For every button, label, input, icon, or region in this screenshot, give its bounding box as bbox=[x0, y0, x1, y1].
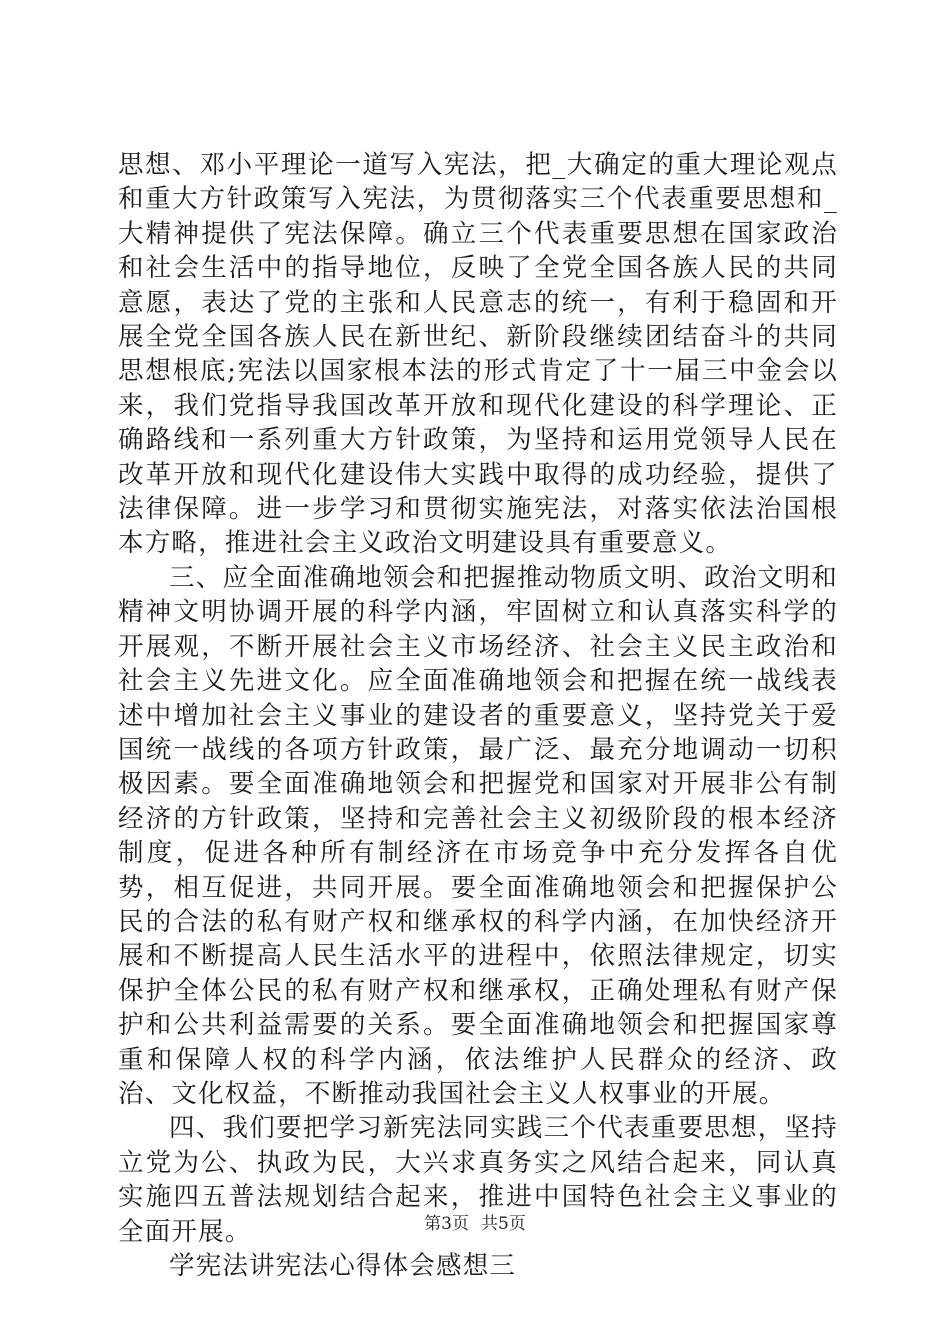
paragraph-section-three: 三、应全面准确地领会和把握推动物质文明、政治文明和精神文明协调开展的科学内涵，牢固树立和认真落实科学的开展观，不断开展社会主义市场经济、社会主义民主政治和社会主义先进文化。应全面准确地领会和把握在统一战线表述中增加社会主义事业的建设者的重要意义，坚持党关于爱国统一战线的各项方针政策，最广泛、最充分地调动一切积极因素。要全面准确地领会和把握党和国家对开展非公有制经济的方针政策，坚持和完善社会主义初级阶段的根本经济制度，促进各种所有制经济在市场竞争中充分发挥各自优势，相互促进，共同开展。要全面准确地领会和把握保护公民的合法的私有财产权和继承权的科学内涵，在加快经济开展和不断提高人民生活水平的进程中，依照法律规定，切实保护全体公民的私有财产权和继承权，正确处理私有财产保护和公共利益需要的关系。要全面准确地领会和把握国家尊重和保障人权的科学内涵，依法维护人民群众的经济、政治、文化权益，不断推动我国社会主义人权事业的开展。 bbox=[118, 562, 838, 1109]
paragraph-continuation: 思想、邓小平理论一道写入宪法，把_大确定的重大理论观点和重大方针政策写入宪法，为贯彻落实三个代表重要思想和_大精神提供了宪法保障。确立三个代表重要思想在国家政治和社会生活中的指导地位，反映了全党全国各族人民的共同意愿，表达了党的主张和人民意志的统一，有利于稳固和开展全党全国各族人民在新世纪、新阶段继续团结奋斗的共同思想根底;宪法以国家根本法的形式肯定了十一届三中金会以来，我们党指导我国改革开放和现代化建设的科学理论、正确路线和一系列重大方针政策，为坚持和运用党领导人民在改革开放和现代化建设伟大实践中取得的成功经验，提供了法律保障。进一步学习和贯彻实施宪法，对落实依法治国根本方略，推进社会主义政治文明建设具有重要意义。 bbox=[118, 150, 838, 559]
paragraph-section-four: 四、我们要把学习新宪法同实践三个代表重要思想，坚持立党为公、执政为民，大兴求真务实之风结合起来，同认真实施四五普法规划结合起来，推进中国特色社会主义事业的全面开展。 bbox=[118, 1113, 838, 1247]
page-number-current: 第3页 bbox=[424, 1214, 469, 1234]
page-number-total: 共5页 bbox=[481, 1214, 526, 1234]
document-body bbox=[118, 148, 838, 1283]
next-article-title: 学宪法讲宪法心得体会感想三 bbox=[169, 1251, 517, 1281]
page-footer bbox=[0, 1213, 950, 1235]
